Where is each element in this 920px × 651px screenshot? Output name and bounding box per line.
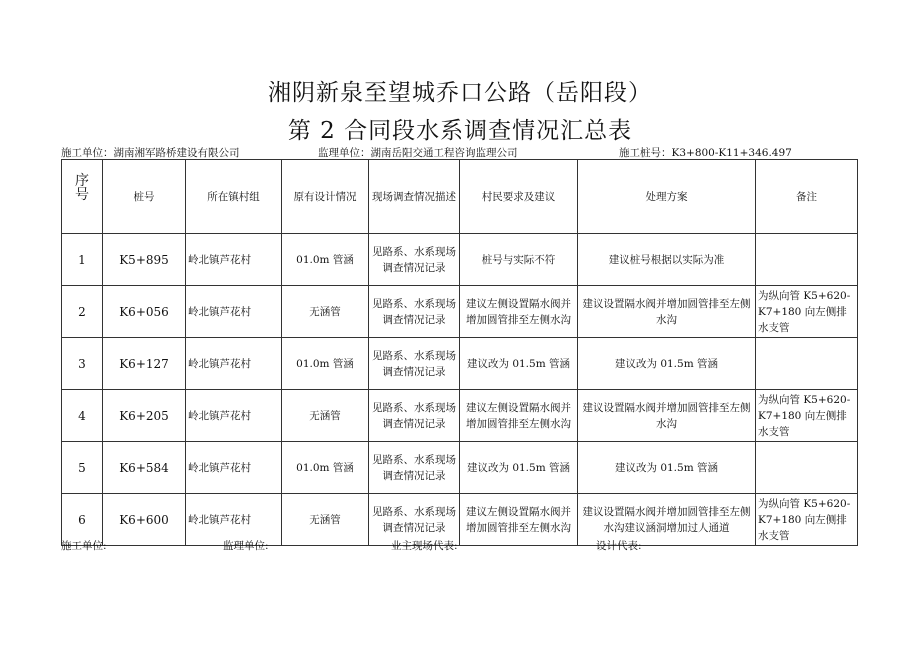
footer-contractor: 施工单位: — [61, 540, 107, 552]
footer-supervisor: 监理单位: — [223, 540, 269, 552]
table-row — [62, 234, 858, 286]
document-title-line2: 第 2 合同段水系调查情况汇总表 — [287, 118, 633, 144]
cell-villager: 桩号与实际不符 — [460, 234, 578, 286]
cell-station: K6+205 — [103, 390, 186, 442]
cell-remark — [756, 234, 858, 286]
cell-villager: 建议改为 01.5m 管涵 — [460, 442, 578, 494]
cell-village: 岭北镇芦花村 — [186, 390, 282, 442]
cell-station: K5+895 — [103, 234, 186, 286]
cell-solution: 建议改为 01.5m 管涵 — [578, 338, 756, 390]
header-solution: 处理方案 — [578, 160, 756, 234]
cell-design: 01.0m 管涵 — [282, 442, 369, 494]
table-row — [62, 338, 858, 390]
cell-village: 岭北镇芦花村 — [186, 494, 282, 546]
meta-contractor: 施工单位：湖南湘军路桥建设有限公司 — [61, 147, 240, 159]
cell-remark: 为纵向管 K5+620-K7+180 向左侧排水支管 — [756, 390, 858, 442]
cell-seq: 5 — [62, 442, 103, 494]
header-survey: 现场调查情况描述 — [369, 160, 460, 234]
header-village: 所在镇村组 — [186, 160, 282, 234]
cell-villager: 建议改为 01.5m 管涵 — [460, 338, 578, 390]
header-remark: 备注 — [756, 160, 858, 234]
cell-survey: 见路系、水系现场调查情况记录 — [369, 286, 460, 338]
water-system-survey-table — [61, 159, 858, 546]
header-seq: 序 号 — [62, 160, 103, 234]
cell-survey: 见路系、水系现场调查情况记录 — [369, 442, 460, 494]
cell-survey: 见路系、水系现场调查情况记录 — [369, 338, 460, 390]
footer-designer: 设计代表: — [596, 540, 642, 552]
cell-villager: 建议左侧设置隔水阀并增加圆管排至左侧水沟 — [460, 286, 578, 338]
cell-station: K6+600 — [103, 494, 186, 546]
cell-solution: 建议设置隔水阀并增加圆管排至左侧水沟 — [578, 286, 756, 338]
cell-villager: 建议左侧设置隔水阀并增加圆管排至左侧水沟 — [460, 390, 578, 442]
table-header-row — [62, 160, 858, 234]
cell-remark: 为纵向管 K5+620-K7+180 向左侧排水支管 — [756, 494, 858, 546]
cell-seq: 1 — [62, 234, 103, 286]
cell-design: 无涵管 — [282, 286, 369, 338]
cell-solution: 建议设置隔水阀并增加圆管排至左侧水沟 — [578, 390, 756, 442]
cell-seq: 6 — [62, 494, 103, 546]
cell-solution: 建议设置隔水阀并增加圆管排至左侧水沟建议涵洞增加过人通道 — [578, 494, 756, 546]
cell-station: K6+127 — [103, 338, 186, 390]
cell-station: K6+056 — [103, 286, 186, 338]
cell-design: 无涵管 — [282, 390, 369, 442]
header-station: 桩号 — [103, 160, 186, 234]
document-title-line1: 湘阴新泉至望城乔口公路（岳阳段） — [268, 80, 652, 106]
cell-seq: 3 — [62, 338, 103, 390]
meta-station-range: 施工桩号：K3+800-K11+346.497 — [619, 147, 792, 159]
cell-station: K6+584 — [103, 442, 186, 494]
table-row — [62, 442, 858, 494]
header-villager: 村民要求及建议 — [460, 160, 578, 234]
cell-design: 01.0m 管涵 — [282, 234, 369, 286]
table-row — [62, 286, 858, 338]
cell-villager: 建议左侧设置隔水阀并增加圆管排至左侧水沟 — [460, 494, 578, 546]
cell-seq: 4 — [62, 390, 103, 442]
footer-owner: 业主现场代表: — [391, 540, 458, 552]
cell-design: 无涵管 — [282, 494, 369, 546]
cell-design: 01.0m 管涵 — [282, 338, 369, 390]
cell-village: 岭北镇芦花村 — [186, 338, 282, 390]
header-design: 原有设计情况 — [282, 160, 369, 234]
cell-village: 岭北镇芦花村 — [186, 234, 282, 286]
table-row — [62, 390, 858, 442]
cell-seq: 2 — [62, 286, 103, 338]
cell-remark — [756, 338, 858, 390]
cell-village: 岭北镇芦花村 — [186, 286, 282, 338]
table-row — [62, 494, 858, 546]
cell-solution: 建议桩号根据以实际为准 — [578, 234, 756, 286]
cell-remark — [756, 442, 858, 494]
cell-survey: 见路系、水系现场调查情况记录 — [369, 390, 460, 442]
cell-survey: 见路系、水系现场调查情况记录 — [369, 234, 460, 286]
cell-solution: 建议改为 01.5m 管涵 — [578, 442, 756, 494]
cell-survey: 见路系、水系现场调查情况记录 — [369, 494, 460, 546]
cell-village: 岭北镇芦花村 — [186, 442, 282, 494]
cell-remark: 为纵向管 K5+620-K7+180 向左侧排水支管 — [756, 286, 858, 338]
meta-supervisor: 监理单位：湖南岳阳交通工程咨询监理公司 — [318, 147, 518, 159]
